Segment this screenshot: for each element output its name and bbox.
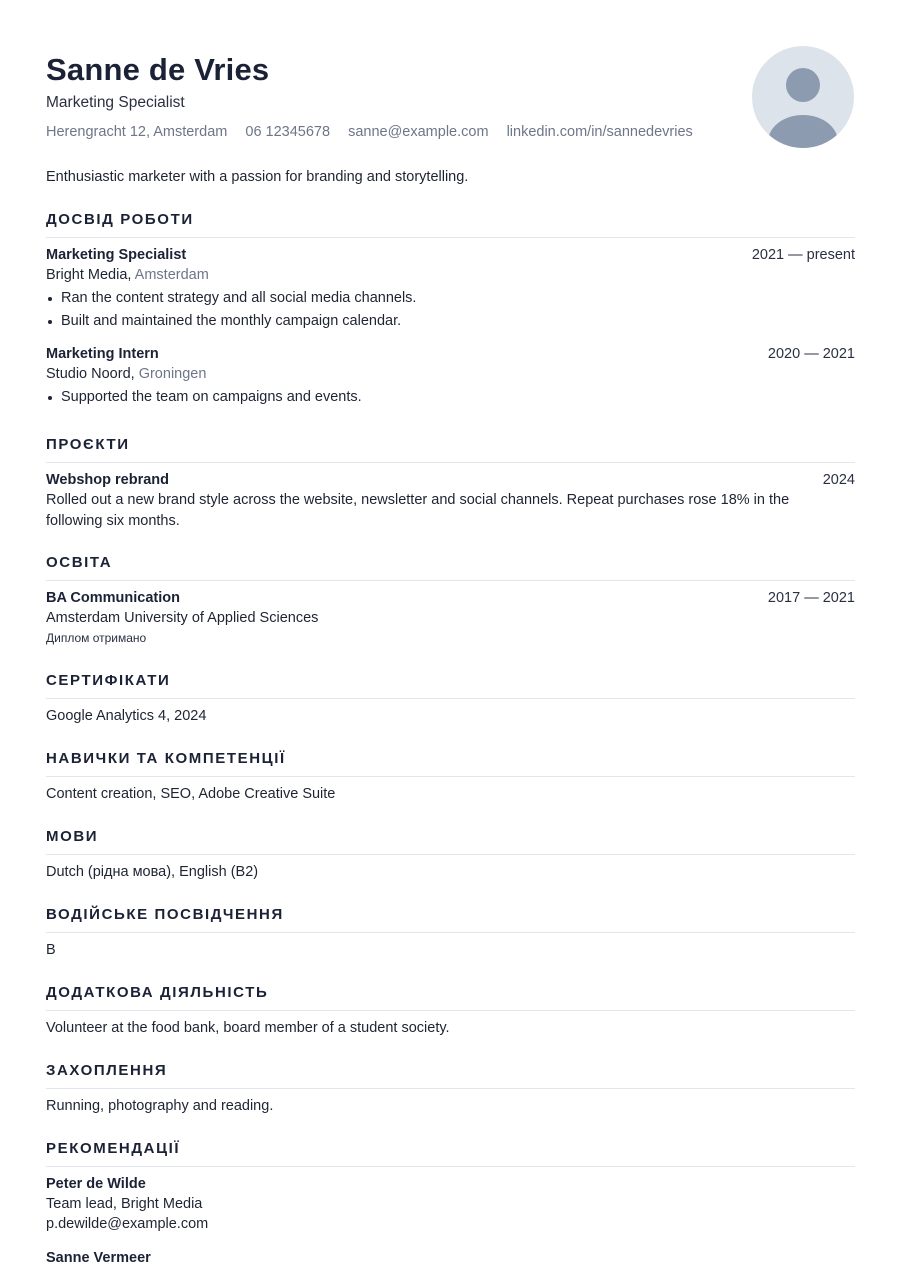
section-title: ДОСВІД РОБОТИ xyxy=(46,211,194,228)
hobbies-text: Running, photography and reading. xyxy=(46,1098,274,1114)
section-certificates xyxy=(46,671,855,726)
section-divider xyxy=(46,580,855,581)
reference-entry xyxy=(46,1174,855,1234)
list-item: Supported the team on campaigns and events. xyxy=(46,386,855,409)
project-entry xyxy=(46,470,855,532)
candidate-role: Marketing Specialist xyxy=(46,94,185,111)
job-company: Bright Media xyxy=(46,267,128,283)
section-divider xyxy=(46,1088,855,1089)
job-dates: 2020 — 2021 xyxy=(767,346,855,362)
list-item: Ran the content strategy and all social media channels. xyxy=(46,287,855,310)
contact-linkedin[interactable]: linkedin.com/in/sannedevries xyxy=(506,124,693,140)
section-title: ВОДІЙСЬКЕ ПОСВІДЧЕННЯ xyxy=(46,906,284,923)
contact-line xyxy=(46,123,707,141)
resume-header xyxy=(46,50,855,160)
education-dates: 2017 — 2021 xyxy=(767,590,855,606)
reference-name: Sanne Vermeer xyxy=(46,1250,151,1266)
section-languages xyxy=(46,827,855,882)
project-year: 2024 xyxy=(822,472,855,488)
reference-role: Team lead, Bright Media xyxy=(46,1196,203,1212)
contact-email[interactable]: sanne@example.com xyxy=(348,124,489,140)
section-activities xyxy=(46,983,855,1038)
project-description: Rolled out a new brand style across the website, newsletter and social channels. Repeat purchases rose 18% in the following six months. xyxy=(46,492,790,529)
section-title: ОСВІТА xyxy=(46,554,113,571)
resume-page xyxy=(46,0,855,1273)
section-divider xyxy=(46,854,855,855)
certificates-text: Google Analytics 4, 2024 xyxy=(46,708,207,724)
section-title: НАВИЧКИ ТА КОМПЕТЕНЦІЇ xyxy=(46,750,286,767)
section-divider xyxy=(46,1166,855,1167)
section-title: МОВИ xyxy=(46,828,99,845)
section-skills xyxy=(46,749,855,804)
avatar xyxy=(752,46,854,148)
section-education xyxy=(46,553,855,647)
education-degree: BA Communication xyxy=(46,590,180,606)
job-city: Amsterdam xyxy=(134,267,209,283)
experience-entry xyxy=(46,245,855,333)
education-note: Диплом отримано xyxy=(46,631,147,645)
job-bullets xyxy=(46,287,855,333)
section-hobbies xyxy=(46,1061,855,1116)
section-divider xyxy=(46,932,855,933)
section-divider xyxy=(46,776,855,777)
license-text: B xyxy=(46,942,56,958)
list-item: Built and maintained the monthly campaign calendar. xyxy=(46,310,855,333)
section-driving-license xyxy=(46,905,855,960)
job-position: Marketing Intern xyxy=(46,346,159,362)
languages-text: Dutch (рідна мова), English (B2) xyxy=(46,864,259,880)
skills-text: Content creation, SEO, Adobe Creative Suite xyxy=(46,786,336,802)
section-divider xyxy=(46,698,855,699)
project-name: Webshop rebrand xyxy=(46,472,169,488)
reference-name: Peter de Wilde xyxy=(46,1176,146,1192)
section-title: ПРОЄКТИ xyxy=(46,436,130,453)
job-employer: Studio Noord, Groningen xyxy=(46,366,207,382)
section-title: ДОДАТКОВА ДІЯЛЬНІСТЬ xyxy=(46,984,269,1001)
reference-email[interactable]: p.dewilde@example.com xyxy=(46,1216,209,1232)
education-entry xyxy=(46,588,855,647)
profile-summary: Enthusiastic marketer with a passion for branding and storytelling. xyxy=(46,169,469,185)
section-divider xyxy=(46,237,855,238)
activities-text: Volunteer at the food bank, board member of a student society. xyxy=(46,1020,450,1036)
person-silhouette-icon xyxy=(752,46,854,148)
section-references xyxy=(46,1139,855,1268)
candidate-name: Sanne de Vries xyxy=(46,52,270,87)
job-city: Groningen xyxy=(138,366,207,382)
section-projects xyxy=(46,435,855,532)
contact-phone: 06 12345678 xyxy=(245,124,331,140)
job-bullets xyxy=(46,386,855,409)
section-divider xyxy=(46,1010,855,1011)
education-school: Amsterdam University of Applied Sciences xyxy=(46,610,319,626)
section-experience xyxy=(46,210,855,409)
section-divider xyxy=(46,462,855,463)
section-title: СЕРТИФІКАТИ xyxy=(46,672,171,689)
reference-entry xyxy=(46,1248,855,1268)
section-title: РЕКОМЕНДАЦІЇ xyxy=(46,1140,181,1157)
contact-address: Herengracht 12, Amsterdam xyxy=(46,124,228,140)
experience-entry xyxy=(46,344,855,409)
section-title: ЗАХОПЛЕННЯ xyxy=(46,1062,168,1079)
job-employer: Bright Media, Amsterdam xyxy=(46,267,209,283)
job-position: Marketing Specialist xyxy=(46,247,187,263)
job-dates: 2021 — present xyxy=(751,247,855,263)
job-company: Studio Noord xyxy=(46,366,131,382)
